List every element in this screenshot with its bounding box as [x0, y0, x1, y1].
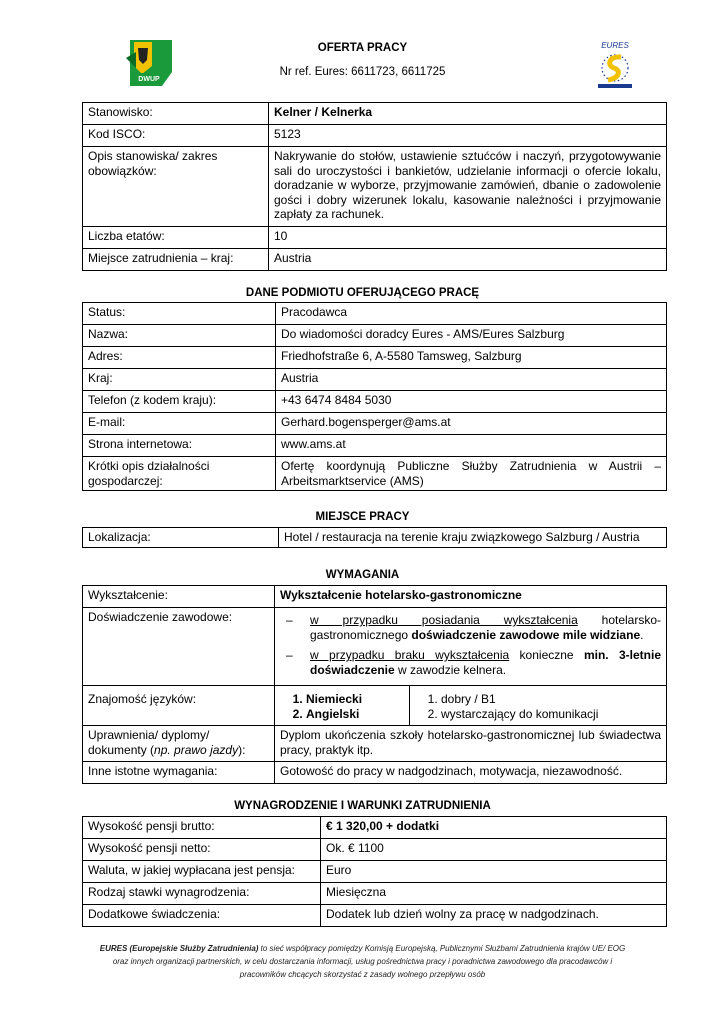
website-label: Strona internetowa: [83, 435, 276, 457]
net-salary-value: Ok. € 1100 [321, 839, 667, 861]
exp1-text: hotelarsko-gastronomicznego [310, 613, 662, 642]
permits-label [83, 726, 275, 762]
address-value: Friedhofstraße 6, A-5580 Tamsweg, Salzburg [276, 347, 667, 369]
table-row [83, 391, 667, 413]
permits-label-c: ): [238, 742, 246, 757]
footer-line-3: pracowników chcących skorzystać z zasady wolnego przepływu osób [239, 970, 486, 979]
table-row [83, 347, 667, 369]
languages-names [275, 686, 410, 726]
table-row [83, 586, 667, 608]
list-item [280, 613, 661, 642]
country-value: Austria [269, 249, 667, 271]
list-item [280, 648, 661, 677]
rate-type-value: Miesięczna [321, 883, 667, 905]
address-label: Adres: [83, 347, 276, 369]
benefits-value: Dodatek lub dzień wolny za pracę w nadgodzinach. [321, 905, 667, 927]
table-row [83, 227, 667, 249]
table-row [83, 413, 667, 435]
table-row [83, 861, 667, 883]
language-level: 1. dobry / B1 [441, 692, 661, 707]
table-row [83, 883, 667, 905]
experience-value [275, 608, 667, 686]
table-row [83, 125, 667, 147]
permits-label-a: Uprawnienia/ dyplomy/ dokumenty ( [88, 728, 210, 757]
email-label: E-mail: [83, 413, 276, 435]
name-value: Do wiadomości doradcy Eures - AMS/Eures Salzburg [276, 325, 667, 347]
business-description-value: Ofertę koordynują Publiczne Służby Zatrudnienia w Austrii – Arbeitsmarktservice (AMS) [276, 457, 667, 491]
other-requirements-label: Inne istotne wymagania: [83, 762, 275, 784]
exp2-text: konieczne [509, 648, 584, 662]
exp2-underlined: w przypadku braku wykształcenia [310, 648, 510, 662]
dwup-logo-text: DWUP [138, 76, 160, 83]
description-value: Nakrywanie do stołów, ustawienie sztućców i naczyń, przygotowywanie sali do uroczystości i bankietów, udzielanie informacji o ofercie lokalu, doradzanie w wyborze, przyjmowanie zamówień, dbanie o zadowolenie gości i dobry wizerunek lokalu, kasowanie należności i przyjmowanie zapłaty za rachunek. [269, 147, 667, 227]
isco-value: 5123 [269, 125, 667, 147]
job-position-label: Stanowisko: [83, 103, 269, 125]
table-row [83, 839, 667, 861]
page-title: OFERTA PRACY [317, 42, 408, 54]
salary-table [82, 816, 667, 927]
phone-label: Telefon (z kodem kraju): [83, 391, 276, 413]
other-requirements-value: Gotowość do pracy w nadgodzinach, motywacja, niezawodność. [275, 762, 667, 784]
table-row [83, 303, 667, 325]
employer-country-value: Austria [276, 369, 667, 391]
rate-type-label: Rodzaj stawki wynagrodzenia: [83, 883, 321, 905]
table-row [83, 686, 667, 726]
job-table [82, 102, 667, 271]
table-row [83, 817, 667, 839]
table-row [83, 249, 667, 271]
gross-salary-label: Wysokość pensji brutto: [83, 817, 321, 839]
status-label: Status: [83, 303, 276, 325]
table-row [83, 147, 667, 227]
table-row [83, 726, 667, 762]
currency-value: Euro [321, 861, 667, 883]
languages-levels [410, 686, 667, 726]
requirements-table [82, 585, 667, 784]
website-value[interactable]: www.ams.at [276, 435, 667, 457]
currency-label: Waluta, w jakiej wypłacana jest pensja: [83, 861, 321, 883]
permits-label-b: np. prawo jazdy [154, 742, 239, 757]
exp1-bold: doświadczenie zawodowe mile widziane [411, 627, 641, 642]
footer-line-1 [0, 942, 725, 955]
education-value: Wykształcenie hotelarsko-gastronomiczne [275, 586, 667, 608]
table-row [83, 325, 667, 347]
reference-number: Nr ref. Eures: 6611723, 6611725 [279, 66, 446, 78]
exp2-end: w zawodzie kelnera. [394, 662, 507, 677]
table-row [83, 435, 667, 457]
positions-count-label: Liczba etatów: [83, 227, 269, 249]
languages-label: Znajomość języków: [83, 686, 275, 726]
table-row [83, 369, 667, 391]
table-row [83, 762, 667, 784]
net-salary-label: Wysokość pensji netto: [83, 839, 321, 861]
footer [0, 942, 725, 981]
positions-count-value: 10 [269, 227, 667, 249]
exp1-underlined: w przypadku posiadania wykształcenia [310, 613, 578, 627]
footer-line-2: oraz innych organizacji partnerskich, w celu dostarczania informacji, usług pośrednictwa pracy i poradnictwa zawodowego dla pracodawców i [112, 957, 613, 966]
employer-table [82, 302, 667, 491]
employer-heading: DANE PODMIOTU OFERUJĄCEGO PRACĘ [245, 287, 480, 299]
salary-heading: WYNAGRODZENIE I WARUNKI ZATRUDNIENIA [234, 800, 491, 812]
exp1-end: . [640, 627, 644, 642]
footer-lead: EURES (Europejskie Służby Zatrudnienia) [99, 944, 259, 953]
language-name: 2. Angielski [306, 707, 404, 722]
eures-logo-text: EURES [601, 41, 629, 50]
table-row [83, 608, 667, 686]
footer-line-1-text: to sieć współpracy pomiędzy Komisją Europejską, Publicznymi Służbami Zatrudnienia krajów UE/ EOG [258, 944, 626, 953]
permits-value: Dyplom ukończenia szkoły hotelarsko-gastronomicznej lub świadectwa pracy, praktyk itp. [275, 726, 667, 762]
experience-list [280, 613, 661, 677]
table-row [83, 528, 667, 548]
language-level: 2. wystarczający do komunikacji [441, 707, 661, 722]
language-name: 1. Niemiecki [306, 692, 404, 707]
table-row [83, 103, 667, 125]
table-row [83, 457, 667, 491]
country-label: Miejsce zatrudnienia – kraj: [83, 249, 269, 271]
education-label: Wykształcenie: [83, 586, 275, 608]
business-description-label: Krótki opis działalności gospodarczej: [83, 457, 276, 491]
email-value[interactable]: Gerhard.bogensperger@ams.at [276, 413, 667, 435]
gross-salary-value: € 1 320,00 + dodatki [321, 817, 667, 839]
isco-label: Kod ISCO: [83, 125, 269, 147]
workplace-table [82, 527, 667, 548]
phone-value: +43 6474 8484 5030 [276, 391, 667, 413]
table-row [83, 905, 667, 927]
status-value: Pracodawca [276, 303, 667, 325]
name-label: Nazwa: [83, 325, 276, 347]
location-label: Lokalizacja: [83, 528, 279, 548]
location-value: Hotel / restauracja na terenie kraju związkowego Salzburg / Austria [279, 528, 667, 548]
exp2-bold: min. 3-letnie doświadczenie [310, 648, 662, 677]
employer-country-label: Kraj: [83, 369, 276, 391]
workplace-heading: MIEJSCE PRACY [315, 511, 410, 523]
requirements-heading: WYMAGANIA [325, 569, 400, 581]
job-position-value: Kelner / Kelnerka [269, 103, 667, 125]
benefits-label: Dodatkowe świadczenia: [83, 905, 321, 927]
experience-label: Doświadczenie zawodowe: [83, 608, 275, 686]
description-label: Opis stanowiska/ zakres obowiązków: [83, 147, 269, 227]
